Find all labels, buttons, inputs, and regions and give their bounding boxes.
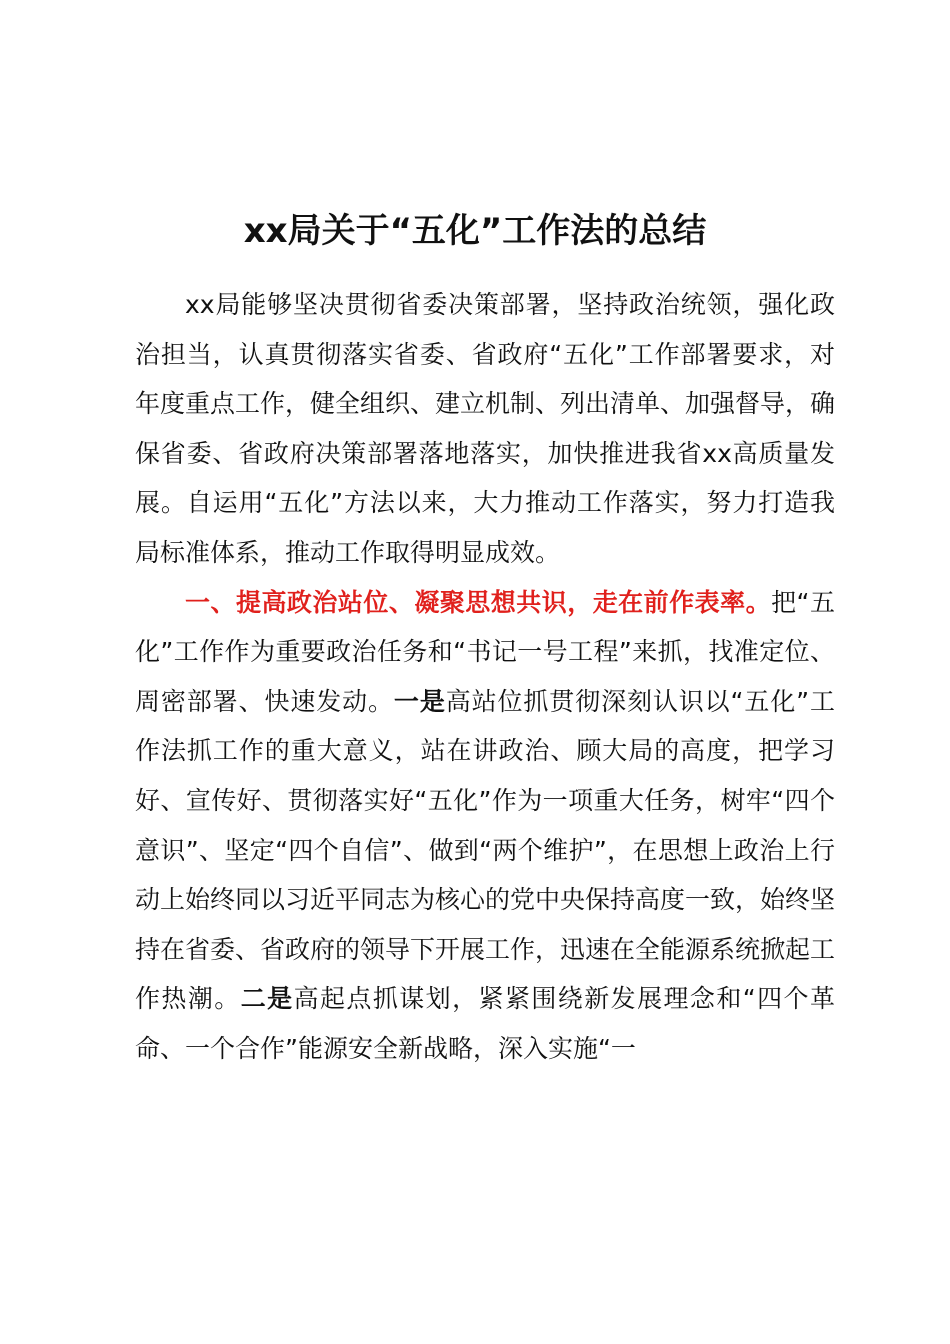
- section-1-label-1: 一是: [393, 686, 446, 716]
- section-1-label-2: 二是: [240, 984, 294, 1014]
- document-body: [135, 280, 835, 1074]
- section-1-paragraph: [135, 578, 835, 1074]
- section-1-text-b: 高站位抓贯彻深刻认识以“五化”工作法抓工作的重大意义，站在讲政治、顾大局的高度，把学习好、宣传好、贯彻落实好“五化”作为一项重大任务，树牢“四个意识”、坚定“四个自信”、做到“两个维护”，在思想上政治上行动上始终同以习近平同志为核心的党中央保持高度一致，始终坚持在省委、省政府的领导下开展工作，迅速在全能源系统掀起工作热潮。: [135, 686, 836, 1014]
- intro-paragraph: xx局能够坚决贯彻省委决策部署，坚持政治统领，强化政治担当，认真贯彻落实省委、省政府“五化”工作部署要求，对年度重点工作，健全组织、建立机制、列出清单、加强督导，确保省委、省政府决策部署落地落实，加快推进我省xx高质量发展。自运用“五化”方法以来，大力推动工作落实，努力打造我局标准体系，推动工作取得明显成效。: [135, 290, 836, 567]
- section-1-text-c: 高起点抓谋划，紧紧围绕新发展理念和“四个革命、一个合作”能源安全新战略，深入实施“一: [135, 984, 835, 1063]
- document-title: xx局关于“五化”工作法的总结: [243, 211, 707, 251]
- section-1-text-a: 把“五化”工作作为重要政治任务和“书记一号工程”来抓，找准定位、周密部署、快速发动。: [135, 587, 835, 716]
- section-1-heading: 一、提高政治站位、凝聚思想共识，走在前作表率。: [185, 587, 772, 617]
